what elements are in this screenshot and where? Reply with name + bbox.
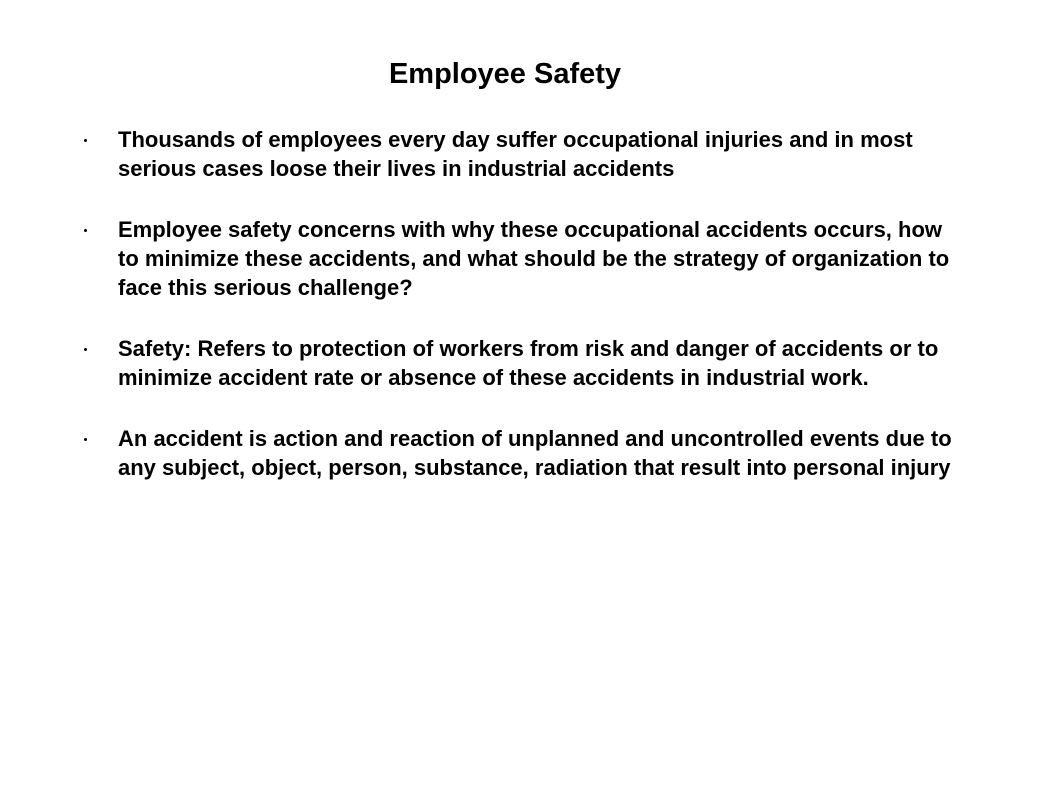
bullet-text: Employee safety concerns with why these occupational accidents occurs, how to minimize these accidents, and what should be the strategy of organization to face this serious challenge? [118, 217, 950, 300]
bullet-list [76, 125, 956, 514]
bullet-dot-icon [84, 438, 87, 441]
bullet-dot-icon [84, 348, 87, 351]
bullet-text: An accident is action and reaction of unplanned and uncontrolled events due to any subject, object, person, substance, radiation that result into personal injury [118, 426, 952, 480]
slide-title: Employee Safety [388, 58, 622, 90]
bullet-dot-icon [84, 139, 87, 142]
bullet-text: Thousands of employees every day suffer occupational injuries and in most serious cases loose their lives in industrial accidents [118, 127, 913, 181]
bullet-item [76, 125, 956, 183]
bullet-item [76, 424, 956, 482]
bullet-dot-icon [84, 229, 87, 232]
bullet-item [76, 215, 956, 302]
bullet-item [76, 334, 956, 392]
bullet-text: Safety: Refers to protection of workers from risk and danger of accidents or to minimize accident rate or absence of these accidents in industrial work. [118, 336, 939, 390]
